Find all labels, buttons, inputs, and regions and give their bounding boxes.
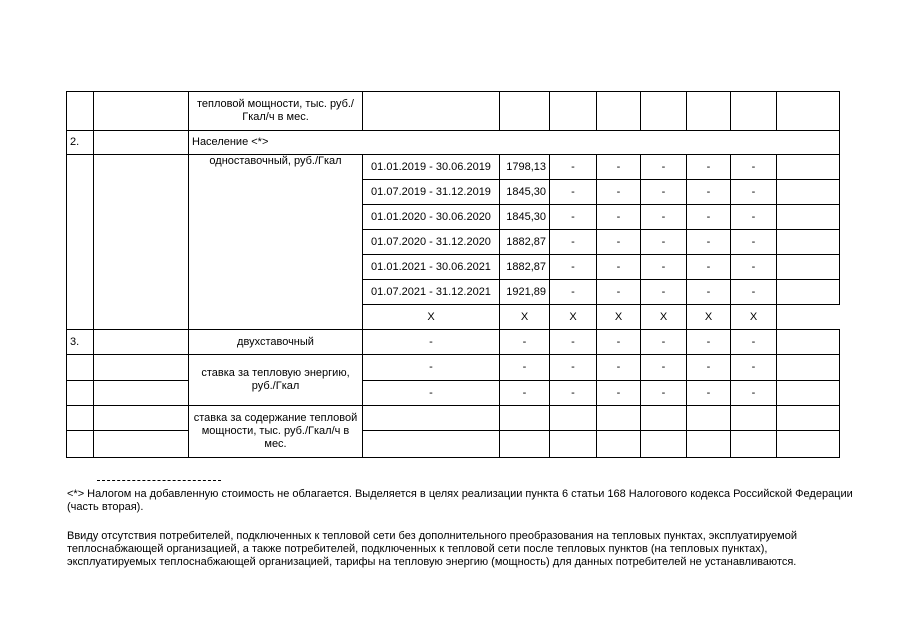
x-cell: X (731, 305, 777, 330)
cell (777, 255, 840, 280)
x-cell: X (500, 305, 550, 330)
cell (731, 92, 777, 131)
table-row (67, 406, 840, 431)
table-row (67, 155, 840, 180)
table-row (67, 330, 840, 355)
single-rate-label: одноставочный, руб./Гкал (189, 155, 363, 330)
dash-cell: - (731, 280, 777, 305)
row-number: 2. (67, 131, 94, 155)
cell (777, 180, 840, 205)
dash-cell: - (597, 255, 641, 280)
period-cell: 01.07.2019 - 31.12.2019 (363, 180, 500, 205)
dash-cell: - (550, 230, 597, 255)
dash-cell: - (500, 381, 550, 406)
cell (641, 92, 687, 131)
dash-cell: - (687, 280, 731, 305)
value-cell: 1845,30 (500, 205, 550, 230)
x-cell: X (550, 305, 597, 330)
cell (731, 406, 777, 431)
value-cell: 1845,30 (500, 180, 550, 205)
dash-cell: - (597, 330, 641, 355)
dash-cell: - (500, 355, 550, 381)
table-row (67, 431, 840, 458)
dash-cell: - (687, 230, 731, 255)
dash-cell: - (641, 381, 687, 406)
dash-cell: - (597, 205, 641, 230)
cell (363, 431, 500, 458)
cell (641, 431, 687, 458)
dash-cell: - (597, 230, 641, 255)
period-cell: 01.07.2021 - 31.12.2021 (363, 280, 500, 305)
dash-cell: - (687, 355, 731, 381)
cell (777, 155, 840, 180)
explanatory-note: Ввиду отсутствия потребителей, подключенных к тепловой сети без дополнительного преобразования на тепловых пунктах, эксплуатируемой теплоснабжающей организацией, а также потребителей, подключенных к тепловой сети после тепловых пунктов (на тепловых пунктах), эксплуатируемых теплоснабжающей организацией, тарифы на тепловую энергию (мощность) для данных потребителей не устанавливаются. (67, 530, 797, 568)
dash-cell: - (363, 381, 500, 406)
dash-cell: - (687, 330, 731, 355)
period-cell: 01.07.2020 - 31.12.2020 (363, 230, 500, 255)
section-label-population: Население <*> (189, 131, 840, 155)
cell (777, 205, 840, 230)
cell (777, 92, 840, 131)
cell (67, 92, 94, 131)
table-row (67, 381, 840, 406)
dash-cell: - (550, 330, 597, 355)
dash-cell: - (731, 155, 777, 180)
x-cell: X (687, 305, 731, 330)
cell (597, 406, 641, 431)
value-cell: 1882,87 (500, 255, 550, 280)
dash-cell: - (641, 205, 687, 230)
capacity-rate-label: ставка за содержание тепловой мощности, тыс. руб./Гкал/ч в мес. (189, 406, 363, 458)
cell (597, 431, 641, 458)
cell (67, 431, 94, 458)
dash-cell: - (363, 355, 500, 381)
tariff-table (66, 91, 840, 458)
x-cell: X (597, 305, 641, 330)
dash-cell: - (641, 230, 687, 255)
dash-cell: - (500, 330, 550, 355)
cell (597, 92, 641, 131)
cell (777, 355, 840, 381)
cell (731, 431, 777, 458)
cell (550, 406, 597, 431)
value-cell: 1798,13 (500, 155, 550, 180)
cell (94, 431, 189, 458)
period-cell: 01.01.2021 - 30.06.2021 (363, 255, 500, 280)
table-row (67, 131, 840, 155)
cell (363, 92, 500, 131)
dash-cell: - (641, 280, 687, 305)
cell (687, 431, 731, 458)
cell (687, 406, 731, 431)
dash-cell: - (597, 381, 641, 406)
cell (94, 355, 189, 381)
capacity-continuation-label: тепловой мощности, тыс. руб./Гкал/ч в мес. (189, 92, 363, 131)
dash-cell: - (550, 280, 597, 305)
dash-cell: - (731, 355, 777, 381)
table-row (67, 92, 840, 131)
cell (777, 431, 840, 458)
dash-cell: - (597, 280, 641, 305)
cell (67, 381, 94, 406)
dash-cell: - (641, 355, 687, 381)
energy-rate-label: ставка за тепловую энергию, руб./Гкал (189, 355, 363, 406)
cell (777, 406, 840, 431)
cell (777, 381, 840, 406)
dash-cell: - (550, 255, 597, 280)
x-cell: X (363, 305, 500, 330)
cell (777, 280, 840, 305)
dash-cell: - (641, 180, 687, 205)
period-cell: 01.01.2020 - 30.06.2020 (363, 205, 500, 230)
dash-cell: - (597, 155, 641, 180)
cell (777, 230, 840, 255)
table-row (67, 355, 840, 381)
cell (67, 155, 94, 330)
cell (363, 406, 500, 431)
cell (67, 406, 94, 431)
period-cell: 01.01.2019 - 30.06.2019 (363, 155, 500, 180)
cell (67, 355, 94, 381)
dash-cell: - (687, 155, 731, 180)
cell (94, 131, 189, 155)
dash-cell: - (641, 155, 687, 180)
dash-cell: - (597, 180, 641, 205)
dash-cell: - (597, 355, 641, 381)
dash-cell: - (731, 330, 777, 355)
cell (550, 431, 597, 458)
cell (94, 406, 189, 431)
cell (687, 92, 731, 131)
dash-cell: - (687, 255, 731, 280)
cell (94, 155, 189, 330)
cell (777, 330, 840, 355)
x-cell: X (641, 305, 687, 330)
dash-cell: - (687, 205, 731, 230)
dash-cell: - (731, 381, 777, 406)
footnote-divider (97, 480, 221, 481)
dash-cell: - (550, 381, 597, 406)
cell (641, 406, 687, 431)
dash-cell: - (731, 205, 777, 230)
dash-cell: - (641, 255, 687, 280)
cell (500, 406, 550, 431)
cell (94, 381, 189, 406)
cell (550, 92, 597, 131)
dash-cell: - (550, 155, 597, 180)
cell (500, 92, 550, 131)
dash-cell: - (687, 381, 731, 406)
dash-cell: - (731, 255, 777, 280)
dash-cell: - (550, 355, 597, 381)
dash-cell: - (731, 230, 777, 255)
footnote-text: <*> Налогом на добавленную стоимость не облагается. Выделяется в целях реализации пункта 6 статьи 168 Налогового кодекса Российской Федерации (часть вторая). (67, 488, 853, 513)
value-cell: 1921,89 (500, 280, 550, 305)
two-rate-label: двухставочный (189, 330, 363, 355)
dash-cell: - (363, 330, 500, 355)
row-number: 3. (67, 330, 94, 355)
cell (500, 431, 550, 458)
dash-cell: - (641, 330, 687, 355)
cell (94, 330, 189, 355)
dash-cell: - (550, 205, 597, 230)
value-cell: 1882,87 (500, 230, 550, 255)
dash-cell: - (687, 180, 731, 205)
dash-cell: - (731, 180, 777, 205)
dash-cell: - (550, 180, 597, 205)
cell (94, 92, 189, 131)
